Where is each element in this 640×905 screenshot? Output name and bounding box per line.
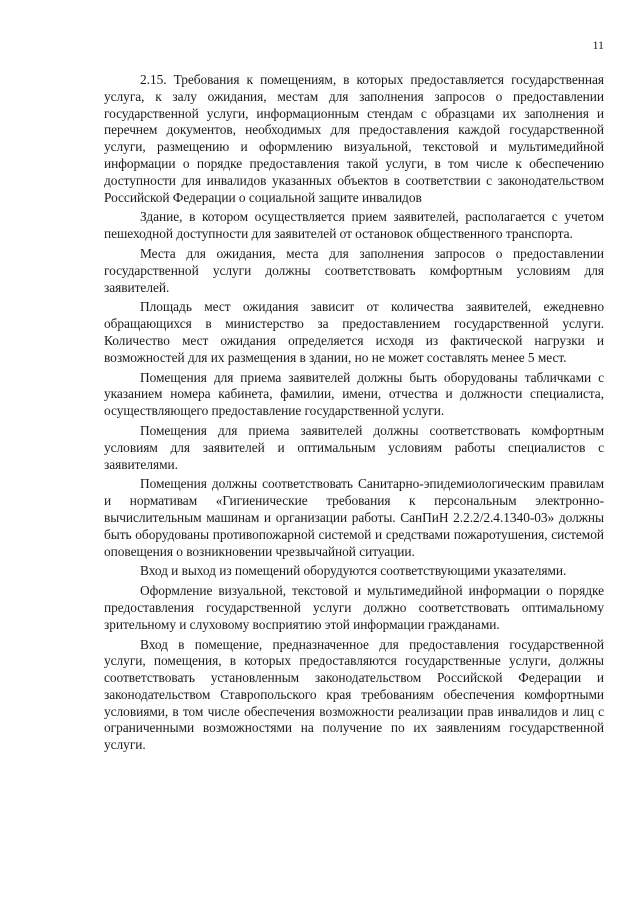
document-body (104, 72, 604, 757)
paragraph-information-design: Оформление визуальной, текстовой и мультимедийной информации о порядке предоставления государственной услуги должно соответствовать оптимальному зрительному и слуховому восприятию этой информации гражданами. (104, 583, 604, 632)
page-number: 11 (592, 38, 604, 52)
paragraph-entrance-exit-signs: Вход и выход из помещений оборудуются соответствующими указателями. (140, 563, 567, 579)
paragraph-reception-comfort: Помещения для приема заявителей должны соответствовать комфортным условиям для заявителей и оптимальным условиям работы специалистов с заявителями. (104, 422, 604, 472)
paragraph-sanitary-rules: Помещения должны соответствовать Санитарно-эпидемиологическим правилам и нормативам «Гигиенические требования к персональным электронно-вычислительным машинам и организации работы. СанПиН 2.2.2/2.4.1340-03» должны быть оборудованы противопожарной системой и средствами пожаротушения, системой оповещения о возникновении чрезвычайной ситуации. (104, 476, 604, 559)
paragraph-building-accessibility: Здание, в котором осуществляется прием заявителей, располагается с учетом пешеходной доступности для заявителей от остановок общественного транспорта. (104, 209, 604, 242)
paragraph-section-2-15-heading: 2.15. Требования к помещениям, в которых предоставляется государственная услуга, к залу ожидания, местам для заполнения запросов о предоставлении государственной услуги, информационным стендам с образцами их заполнения и перечнем документов, необходимых для предоставления каждой государственной услуги, размещению и оформлению визуальной, текстовой и мультимедийной информации о порядке предоставления такой услуги, в том числе к обеспечению доступности для инвалидов указанных объектов в соответствии с законодательством Российской Федерации о социальной защите инвалидов (104, 72, 604, 205)
paragraph-disability-access: Вход в помещение, предназначенное для предоставления государственной услуги, помещения, в которых предоставляются государственные услуги, должны соответствовать установленным законодательством Российской Федерации и законодательством Ставропольского края требованиям обеспечения комфортными условиями, в том числе обеспечения возможности реализации прав инвалидов и лиц с ограниченными возможностями на получение по их заявлениям государственной услуги. (104, 636, 604, 753)
paragraph-signage: Помещения для приема заявителей должны быть оборудованы табличками с указанием номера кабинета, фамилии, имени, отчества и должности специалиста, осуществляющего предоставление государственной услуги. (104, 369, 604, 419)
paragraph-waiting-places: Места для ожидания, места для заполнения запросов о предоставлении государственной услуги должны соответствовать комфортным условиям для заявителей. (104, 245, 604, 295)
paragraph-waiting-area-size: Площадь мест ожидания зависит от количества заявителей, ежедневно обращающихся в министерство за предоставлением государственной услуги. Количество мест ожидания определяется исходя из фактической нагрузки и возможностей для их размещения в здании, но не может составлять менее 5 мест. (104, 299, 604, 365)
